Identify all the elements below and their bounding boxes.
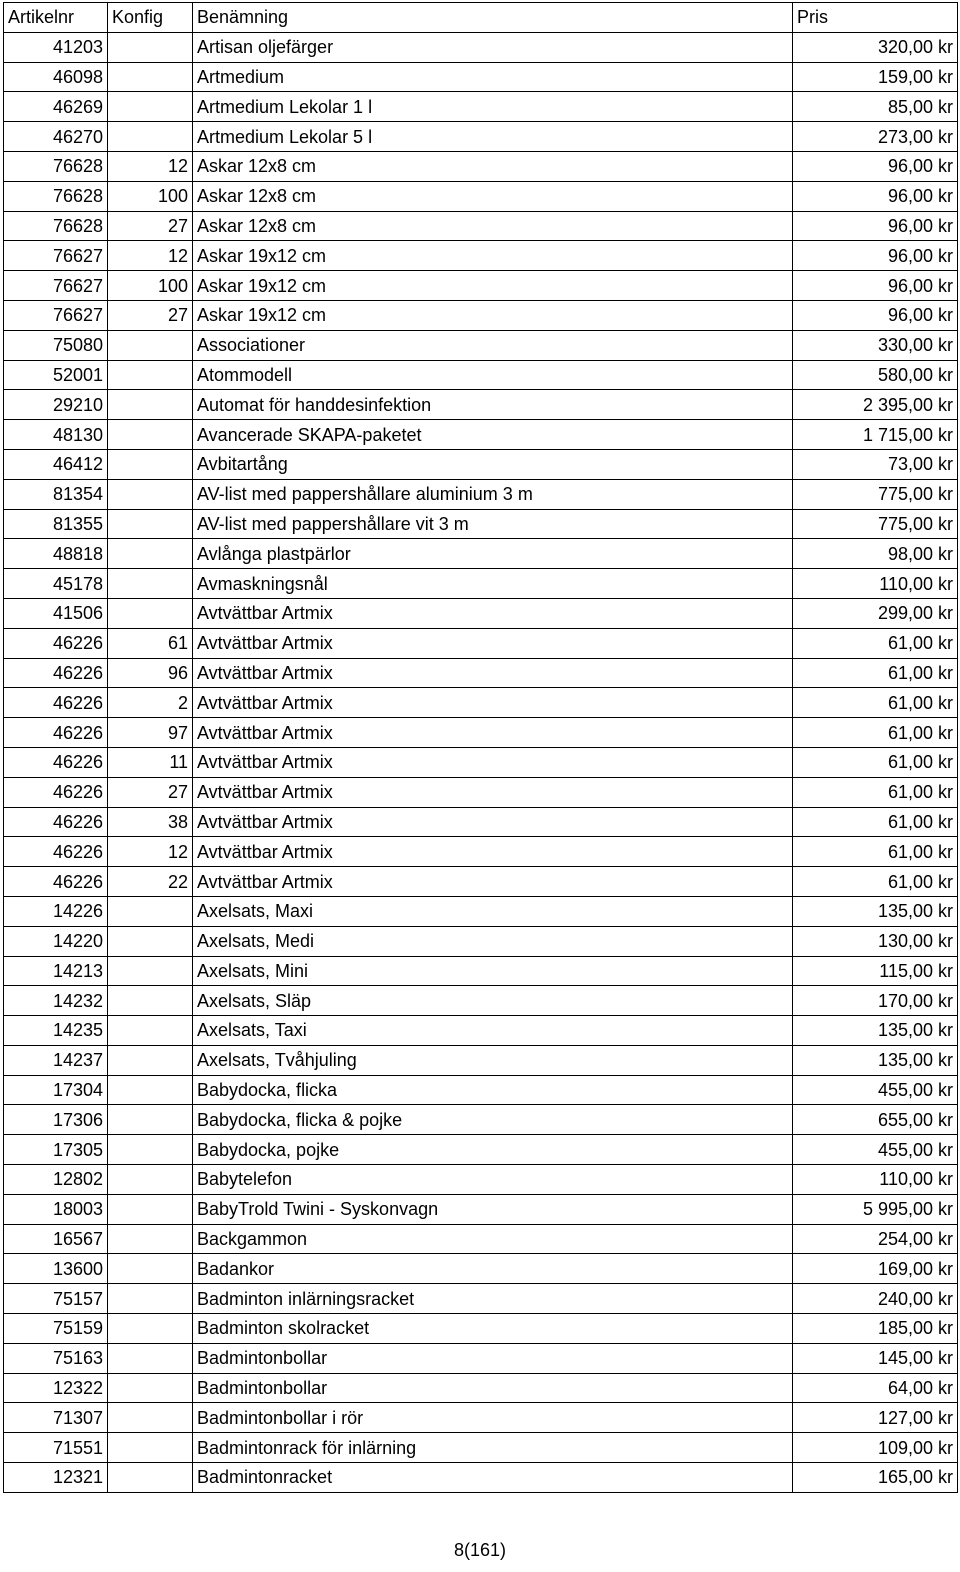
cell-benamning: Babydocka, flicka [193, 1075, 793, 1105]
cell-pris: 96,00 kr [793, 271, 958, 301]
table-row [4, 300, 958, 330]
table-row [4, 241, 958, 271]
cell-artikelnr: 17304 [4, 1075, 108, 1105]
table-row [4, 1433, 958, 1463]
cell-pris: 273,00 kr [793, 122, 958, 152]
cell-pris: 169,00 kr [793, 1254, 958, 1284]
page-number: 8(161) [453, 1540, 507, 1560]
cell-pris: 254,00 kr [793, 1224, 958, 1254]
cell-pris: 61,00 kr [793, 777, 958, 807]
table-row [4, 62, 958, 92]
cell-benamning: Badmintonbollar [193, 1343, 793, 1373]
cell-pris: 135,00 kr [793, 1045, 958, 1075]
cell-konfig [108, 1254, 193, 1284]
table-row [4, 151, 958, 181]
cell-benamning: Babydocka, flicka & pojke [193, 1105, 793, 1135]
cell-konfig [108, 569, 193, 599]
cell-artikelnr: 14226 [4, 896, 108, 926]
table-row [4, 1045, 958, 1075]
cell-pris: 5 995,00 kr [793, 1194, 958, 1224]
cell-pris: 64,00 kr [793, 1373, 958, 1403]
cell-konfig [108, 1075, 193, 1105]
cell-artikelnr: 46412 [4, 449, 108, 479]
cell-pris: 1 715,00 kr [793, 420, 958, 450]
table-row [4, 986, 958, 1016]
cell-pris: 61,00 kr [793, 867, 958, 897]
cell-konfig [108, 1224, 193, 1254]
cell-konfig: 11 [108, 747, 193, 777]
cell-pris: 109,00 kr [793, 1433, 958, 1463]
cell-konfig [108, 449, 193, 479]
table-body [4, 32, 958, 1492]
cell-artikelnr: 46226 [4, 837, 108, 867]
cell-artikelnr: 76627 [4, 300, 108, 330]
cell-konfig [108, 598, 193, 628]
cell-benamning: Avbitartång [193, 449, 793, 479]
table-row [4, 867, 958, 897]
table-row [4, 420, 958, 450]
cell-artikelnr: 18003 [4, 1194, 108, 1224]
cell-konfig [108, 92, 193, 122]
cell-artikelnr: 46226 [4, 747, 108, 777]
cell-benamning: Badankor [193, 1254, 793, 1284]
cell-pris: 299,00 kr [793, 598, 958, 628]
cell-artikelnr: 76628 [4, 181, 108, 211]
cell-pris: 127,00 kr [793, 1403, 958, 1433]
table-row [4, 211, 958, 241]
cell-benamning: Automat för handdesinfektion [193, 390, 793, 420]
cell-benamning: Babydocka, pojke [193, 1135, 793, 1165]
cell-konfig: 61 [108, 628, 193, 658]
table-row [4, 390, 958, 420]
cell-artikelnr: 81354 [4, 479, 108, 509]
cell-benamning: Avtvättbar Artmix [193, 598, 793, 628]
cell-benamning: Associationer [193, 330, 793, 360]
header-artikelnr: Artikelnr [4, 3, 108, 33]
cell-benamning: Artisan oljefärger [193, 32, 793, 62]
cell-pris: 135,00 kr [793, 896, 958, 926]
cell-pris: 96,00 kr [793, 300, 958, 330]
cell-konfig [108, 479, 193, 509]
cell-konfig [108, 1373, 193, 1403]
table-row [4, 122, 958, 152]
cell-konfig [108, 1194, 193, 1224]
table-row [4, 598, 958, 628]
price-list-table [3, 2, 958, 1493]
cell-benamning: Babytelefon [193, 1165, 793, 1195]
cell-artikelnr: 13600 [4, 1254, 108, 1284]
cell-benamning: BabyTrold Twini - Syskonvagn [193, 1194, 793, 1224]
cell-benamning: Axelsats, Medi [193, 926, 793, 956]
cell-pris: 61,00 kr [793, 747, 958, 777]
cell-konfig [108, 956, 193, 986]
cell-benamning: Badmintonracket [193, 1463, 793, 1493]
cell-konfig [108, 1314, 193, 1344]
cell-pris: 455,00 kr [793, 1135, 958, 1165]
cell-benamning: Badmintonbollar [193, 1373, 793, 1403]
cell-konfig [108, 1403, 193, 1433]
cell-benamning: Artmedium Lekolar 1 l [193, 92, 793, 122]
table-row [4, 1403, 958, 1433]
cell-konfig [108, 1016, 193, 1046]
cell-konfig [108, 509, 193, 539]
cell-benamning: Askar 19x12 cm [193, 300, 793, 330]
cell-benamning: Badminton skolracket [193, 1314, 793, 1344]
table-row [4, 569, 958, 599]
cell-pris: 240,00 kr [793, 1284, 958, 1314]
cell-benamning: Avtvättbar Artmix [193, 777, 793, 807]
cell-konfig: 27 [108, 777, 193, 807]
cell-benamning: Askar 12x8 cm [193, 151, 793, 181]
table-row [4, 539, 958, 569]
table-row [4, 92, 958, 122]
cell-benamning: Avtvättbar Artmix [193, 658, 793, 688]
table-row [4, 807, 958, 837]
cell-artikelnr: 46226 [4, 658, 108, 688]
cell-artikelnr: 14213 [4, 956, 108, 986]
cell-konfig [108, 122, 193, 152]
cell-artikelnr: 14232 [4, 986, 108, 1016]
cell-konfig: 38 [108, 807, 193, 837]
cell-konfig: 12 [108, 151, 193, 181]
table-row [4, 1194, 958, 1224]
cell-pris: 135,00 kr [793, 1016, 958, 1046]
cell-artikelnr: 14235 [4, 1016, 108, 1046]
header-pris: Pris [793, 3, 958, 33]
cell-pris: 115,00 kr [793, 956, 958, 986]
cell-konfig: 96 [108, 658, 193, 688]
table-row [4, 1284, 958, 1314]
cell-benamning: Axelsats, Mini [193, 956, 793, 986]
cell-benamning: Atommodell [193, 360, 793, 390]
cell-konfig: 27 [108, 300, 193, 330]
cell-benamning: Axelsats, Släp [193, 986, 793, 1016]
cell-artikelnr: 75163 [4, 1343, 108, 1373]
table-row [4, 718, 958, 748]
cell-pris: 655,00 kr [793, 1105, 958, 1135]
cell-benamning: Artmedium Lekolar 5 l [193, 122, 793, 152]
cell-artikelnr: 46226 [4, 718, 108, 748]
cell-pris: 96,00 kr [793, 151, 958, 181]
cell-pris: 98,00 kr [793, 539, 958, 569]
cell-pris: 320,00 kr [793, 32, 958, 62]
cell-konfig [108, 330, 193, 360]
cell-benamning: Avtvättbar Artmix [193, 747, 793, 777]
cell-benamning: AV-list med pappershållare aluminium 3 m [193, 479, 793, 509]
cell-artikelnr: 12802 [4, 1165, 108, 1195]
table-row [4, 896, 958, 926]
cell-konfig: 100 [108, 181, 193, 211]
cell-benamning: Askar 12x8 cm [193, 181, 793, 211]
cell-konfig: 27 [108, 211, 193, 241]
table-row [4, 1105, 958, 1135]
table-row [4, 688, 958, 718]
cell-pris: 61,00 kr [793, 807, 958, 837]
cell-benamning: Avtvättbar Artmix [193, 807, 793, 837]
cell-benamning: Axelsats, Taxi [193, 1016, 793, 1046]
cell-benamning: Badmintonbollar i rör [193, 1403, 793, 1433]
cell-pris: 96,00 kr [793, 241, 958, 271]
table-row [4, 509, 958, 539]
cell-konfig [108, 539, 193, 569]
table-row [4, 1314, 958, 1344]
cell-pris: 61,00 kr [793, 658, 958, 688]
cell-konfig [108, 360, 193, 390]
table-row [4, 956, 958, 986]
cell-artikelnr: 17306 [4, 1105, 108, 1135]
cell-benamning: Avtvättbar Artmix [193, 867, 793, 897]
cell-artikelnr: 45178 [4, 569, 108, 599]
cell-pris: 185,00 kr [793, 1314, 958, 1344]
header-benamning: Benämning [193, 3, 793, 33]
cell-pris: 145,00 kr [793, 1343, 958, 1373]
cell-konfig [108, 1165, 193, 1195]
cell-artikelnr: 75157 [4, 1284, 108, 1314]
cell-pris: 96,00 kr [793, 181, 958, 211]
cell-artikelnr: 76628 [4, 151, 108, 181]
table-row [4, 1373, 958, 1403]
cell-artikelnr: 71307 [4, 1403, 108, 1433]
cell-pris: 2 395,00 kr [793, 390, 958, 420]
cell-pris: 455,00 kr [793, 1075, 958, 1105]
table-row [4, 628, 958, 658]
cell-konfig [108, 1045, 193, 1075]
cell-pris: 61,00 kr [793, 628, 958, 658]
cell-artikelnr: 46269 [4, 92, 108, 122]
cell-artikelnr: 46226 [4, 867, 108, 897]
header-konfig: Konfig [108, 3, 193, 33]
cell-artikelnr: 41506 [4, 598, 108, 628]
cell-konfig [108, 62, 193, 92]
cell-artikelnr: 52001 [4, 360, 108, 390]
cell-artikelnr: 46098 [4, 62, 108, 92]
cell-konfig: 97 [108, 718, 193, 748]
cell-pris: 580,00 kr [793, 360, 958, 390]
table-row [4, 449, 958, 479]
cell-benamning: Avtvättbar Artmix [193, 718, 793, 748]
cell-artikelnr: 17305 [4, 1135, 108, 1165]
table-row [4, 1343, 958, 1373]
cell-konfig: 22 [108, 867, 193, 897]
table-header [4, 3, 958, 33]
cell-artikelnr: 76628 [4, 211, 108, 241]
cell-benamning: Avmaskningsnål [193, 569, 793, 599]
cell-konfig [108, 986, 193, 1016]
cell-pris: 775,00 kr [793, 479, 958, 509]
cell-benamning: Avancerade SKAPA-paketet [193, 420, 793, 450]
table-row [4, 777, 958, 807]
table-row [4, 1254, 958, 1284]
cell-konfig [108, 1105, 193, 1135]
cell-pris: 61,00 kr [793, 688, 958, 718]
table-row [4, 1135, 958, 1165]
table-row [4, 479, 958, 509]
cell-benamning: Avtvättbar Artmix [193, 628, 793, 658]
cell-artikelnr: 46270 [4, 122, 108, 152]
table-row [4, 181, 958, 211]
cell-konfig [108, 32, 193, 62]
cell-artikelnr: 48818 [4, 539, 108, 569]
cell-konfig [108, 1343, 193, 1373]
cell-artikelnr: 16567 [4, 1224, 108, 1254]
cell-benamning: Avtvättbar Artmix [193, 688, 793, 718]
cell-pris: 61,00 kr [793, 718, 958, 748]
cell-konfig [108, 390, 193, 420]
cell-artikelnr: 48130 [4, 420, 108, 450]
header-row [4, 3, 958, 33]
table-row [4, 271, 958, 301]
cell-benamning: Askar 19x12 cm [193, 271, 793, 301]
cell-konfig [108, 1284, 193, 1314]
table-row [4, 658, 958, 688]
cell-konfig: 2 [108, 688, 193, 718]
cell-pris: 130,00 kr [793, 926, 958, 956]
cell-artikelnr: 14220 [4, 926, 108, 956]
cell-pris: 73,00 kr [793, 449, 958, 479]
cell-pris: 170,00 kr [793, 986, 958, 1016]
cell-benamning: Askar 19x12 cm [193, 241, 793, 271]
cell-konfig [108, 1463, 193, 1493]
cell-artikelnr: 81355 [4, 509, 108, 539]
cell-pris: 159,00 kr [793, 62, 958, 92]
cell-artikelnr: 46226 [4, 688, 108, 718]
cell-konfig [108, 1433, 193, 1463]
cell-benamning: Artmedium [193, 62, 793, 92]
cell-benamning: Backgammon [193, 1224, 793, 1254]
cell-pris: 775,00 kr [793, 509, 958, 539]
cell-konfig [108, 926, 193, 956]
cell-konfig [108, 896, 193, 926]
cell-konfig: 100 [108, 271, 193, 301]
cell-artikelnr: 29210 [4, 390, 108, 420]
table-row [4, 1224, 958, 1254]
cell-benamning: Badmintonrack för inlärning [193, 1433, 793, 1463]
cell-benamning: Avlånga plastpärlor [193, 539, 793, 569]
cell-artikelnr: 12322 [4, 1373, 108, 1403]
cell-benamning: Askar 12x8 cm [193, 211, 793, 241]
cell-benamning: Badminton inlärningsracket [193, 1284, 793, 1314]
cell-konfig: 12 [108, 241, 193, 271]
cell-benamning: AV-list med pappershållare vit 3 m [193, 509, 793, 539]
cell-pris: 96,00 kr [793, 211, 958, 241]
cell-pris: 330,00 kr [793, 330, 958, 360]
cell-artikelnr: 76627 [4, 271, 108, 301]
cell-artikelnr: 75080 [4, 330, 108, 360]
cell-konfig [108, 1135, 193, 1165]
cell-pris: 85,00 kr [793, 92, 958, 122]
cell-pris: 61,00 kr [793, 837, 958, 867]
table-row [4, 1016, 958, 1046]
table-row [4, 1165, 958, 1195]
cell-konfig [108, 420, 193, 450]
cell-pris: 110,00 kr [793, 1165, 958, 1195]
table-row [4, 330, 958, 360]
table-row [4, 1463, 958, 1493]
cell-artikelnr: 14237 [4, 1045, 108, 1075]
cell-artikelnr: 46226 [4, 807, 108, 837]
table-row [4, 926, 958, 956]
cell-artikelnr: 41203 [4, 32, 108, 62]
table-row [4, 1075, 958, 1105]
table-row [4, 360, 958, 390]
cell-benamning: Avtvättbar Artmix [193, 837, 793, 867]
table-row [4, 837, 958, 867]
cell-artikelnr: 12321 [4, 1463, 108, 1493]
table-row [4, 747, 958, 777]
cell-pris: 110,00 kr [793, 569, 958, 599]
cell-artikelnr: 75159 [4, 1314, 108, 1344]
cell-artikelnr: 46226 [4, 777, 108, 807]
cell-artikelnr: 71551 [4, 1433, 108, 1463]
cell-konfig: 12 [108, 837, 193, 867]
table-row [4, 32, 958, 62]
cell-artikelnr: 76627 [4, 241, 108, 271]
cell-artikelnr: 46226 [4, 628, 108, 658]
cell-pris: 165,00 kr [793, 1463, 958, 1493]
cell-benamning: Axelsats, Maxi [193, 896, 793, 926]
cell-benamning: Axelsats, Tvåhjuling [193, 1045, 793, 1075]
